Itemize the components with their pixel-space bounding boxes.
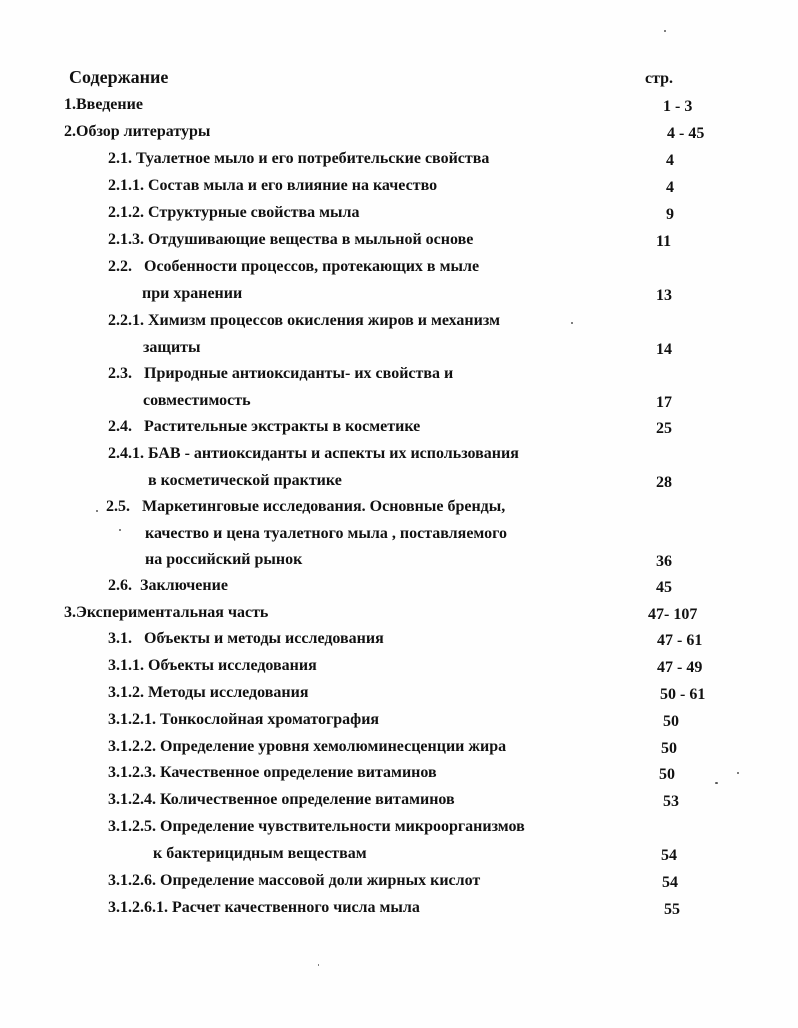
toc-entry-page: 54 — [661, 847, 677, 864]
toc-entry-label: 1.Введение — [64, 96, 143, 113]
scan-speck — [318, 964, 319, 966]
toc-entry-page: 47 - 49 — [657, 659, 703, 676]
toc-entry-label: 3.1.2.1. Тонкослойная хроматография — [108, 711, 380, 728]
toc-heading: Содержание — [69, 67, 169, 87]
toc-entry-page: 36 — [656, 553, 672, 570]
toc-entry-page: 1 - 3 — [663, 98, 693, 115]
toc-entry-label: 2.6. Заключение — [108, 577, 228, 594]
toc-entry-page: 50 - 61 — [660, 686, 706, 703]
toc-entry-label: 2.Обзор литературы — [64, 123, 211, 140]
toc-entry-label: 3.Экспериментальная часть — [64, 604, 269, 621]
toc-entry-page: 50 — [659, 766, 675, 783]
scan-speck — [96, 510, 98, 512]
scan-speck — [715, 782, 718, 784]
toc-entry-page: 50 — [663, 713, 679, 730]
scan-speck — [737, 772, 739, 774]
toc-entry-page: 25 — [656, 420, 672, 437]
toc-entry-page: 53 — [663, 793, 679, 810]
toc-entry-label: 2.4. Растительные экстракты в косметике — [108, 418, 421, 435]
toc-entry-label: 3.1.2.6.1. Расчет качественного числа мыла — [108, 899, 420, 916]
toc-entry-label: 3.1.2.3. Качественное определение витаминов — [108, 764, 437, 781]
toc-entry-label: 2.1.1. Состав мыла и его влияние на качество — [108, 177, 438, 194]
toc-entry-label: 2.5. Маркетинговые исследования. Основные бренды, — [106, 498, 506, 515]
toc-entry-page: 28 — [656, 474, 672, 491]
toc-entry-continuation: совместимость — [143, 392, 251, 409]
toc-entry-page: 50 — [661, 740, 677, 757]
toc-entry-page: 13 — [656, 287, 672, 304]
toc-entry-page: 4 - 45 — [667, 125, 705, 142]
toc-entry-label: 2.1.2. Структурные свойства мыла — [108, 204, 360, 221]
toc-entry-label: 3.1.1. Объекты исследования — [108, 657, 317, 674]
toc-entry-continuation: защиты — [143, 339, 201, 356]
toc-entry-label: 3.1.2.2. Определение уровня хемолюминесценции жира — [108, 738, 507, 755]
toc-entry-label: 2.3. Природные антиоксиданты- их свойства и — [108, 365, 454, 382]
toc-entry-label: 3.1. Объекты и методы исследования — [108, 630, 384, 647]
toc-entry-label: 3.1.2. Методы исследования — [108, 684, 309, 701]
scan-speck — [119, 529, 121, 531]
scan-speck — [571, 322, 573, 324]
toc-entry-page: 47 - 61 — [657, 632, 703, 649]
toc-entry-label: 2.1. Туалетное мыло и его потребительские свойства — [108, 150, 490, 167]
toc-entry-continuation: к бактерицидным веществам — [153, 845, 367, 862]
toc-entry-label: 3.1.2.4. Количественное определение витаминов — [108, 791, 455, 808]
toc-entry-label: 2.2. Особенности процессов, протекающих в мыле — [108, 258, 480, 275]
toc-entry-page: 11 — [656, 233, 672, 250]
toc-entry-continuation: на российский рынок — [145, 551, 303, 568]
toc-entry-page: 47- 107 — [648, 606, 698, 623]
toc-entry-label: 3.1.2.5. Определение чувствительности микроорганизмов — [108, 818, 525, 835]
toc-entry-page: 55 — [664, 901, 680, 918]
toc-entry-page: 4 — [666, 179, 674, 196]
toc-entry-continuation: качество и цена туалетного мыла , поставляемого — [145, 525, 507, 542]
scan-speck — [664, 30, 666, 32]
toc-entry-page: 9 — [666, 206, 674, 223]
page-column-label: стр. — [645, 70, 674, 87]
toc-entry-continuation: при хранении — [142, 285, 243, 302]
toc-entry-page: 54 — [662, 874, 678, 891]
toc-entry-label: 3.1.2.6. Определение массовой доли жирных кислот — [108, 872, 481, 889]
toc-entry-label: 2.2.1. Химизм процессов окисления жиров и механизм — [108, 312, 500, 329]
toc-entry-label: 2.4.1. БАВ - антиоксиданты и аспекты их использования — [108, 445, 519, 462]
toc-entry-continuation: в косметической практике — [148, 472, 342, 489]
toc-entry-page: 4 — [666, 152, 674, 169]
toc-entry-page: 17 — [656, 394, 672, 411]
toc-entry-page: 14 — [656, 341, 672, 358]
toc-entry-label: 2.1.3. Отдушивающие вещества в мыльной основе — [108, 231, 474, 248]
toc-entry-page: 45 — [656, 579, 672, 596]
